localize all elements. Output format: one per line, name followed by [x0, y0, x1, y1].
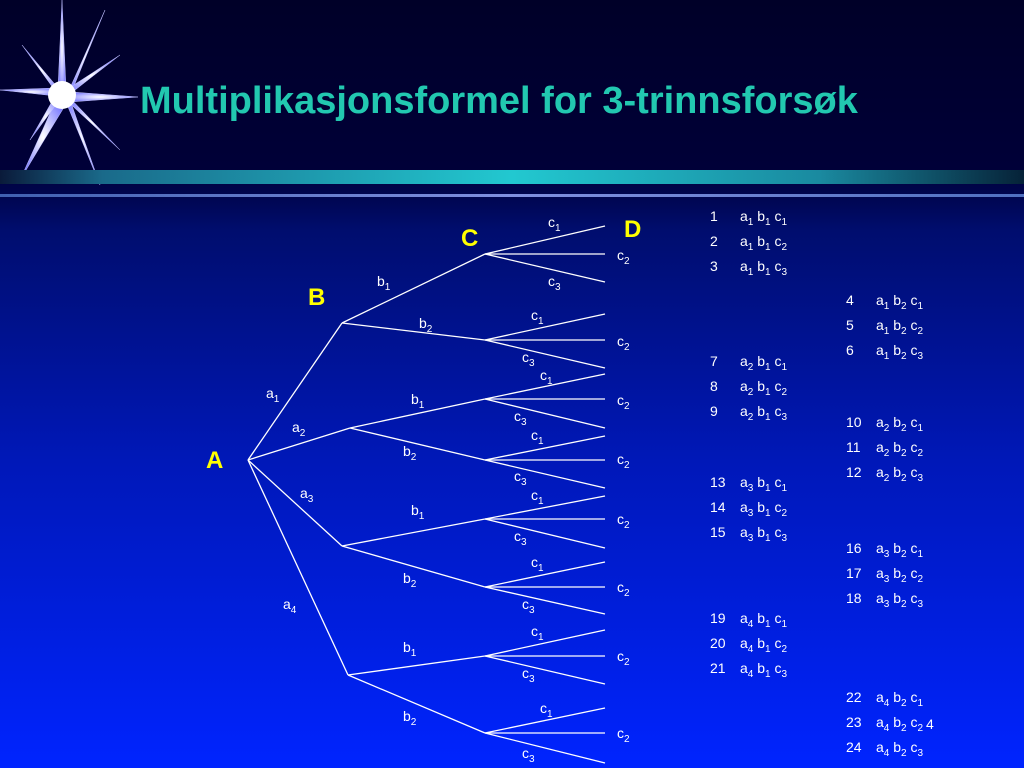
- outcome-number: 21: [710, 660, 726, 676]
- outcome-sequence: $a_2$ $b_1$ $c_2$: [740, 378, 788, 398]
- outcome-row-9: [710, 403, 787, 423]
- tree-edge-c3: [485, 733, 605, 763]
- edge-label-a1: $a_1$: [266, 385, 280, 405]
- outcome-sequence: $a_3$ $b_1$ $c_3$: [740, 524, 788, 544]
- edge-label-c2: $c_2$: [617, 511, 630, 531]
- outcome-sequence: $a_2$ $b_2$ $c_3$: [876, 464, 924, 484]
- outcome-sequence: $a_4$ $b_2$ $c_3$: [876, 739, 924, 759]
- outcome-row-2: [710, 233, 787, 253]
- outcome-number: 11: [846, 439, 861, 455]
- outcome-row-7: [710, 353, 787, 373]
- outcome-number: 19: [710, 610, 726, 626]
- tree-edge-a2-b2: [350, 428, 485, 460]
- outcome-number: 13: [710, 474, 726, 490]
- tree-edge-c1: [485, 436, 605, 460]
- outcome-sequence: $a_1$ $b_2$ $c_1$: [876, 292, 924, 312]
- tree-edge-c1: [485, 226, 605, 254]
- outcome-number: 8: [710, 378, 718, 394]
- edge-label-c2: $c_2$: [617, 579, 630, 599]
- edge-label-b2: $b_2$: [403, 570, 417, 590]
- outcome-row-17: [846, 565, 923, 585]
- edge-label-c3: $c_3$: [522, 745, 535, 765]
- edge-label-c1: $c_1$: [531, 307, 544, 327]
- tree-edge-a3: [248, 460, 342, 546]
- outcome-sequence: $a_2$ $b_1$ $c_1$: [740, 353, 788, 373]
- outcome-number: 10: [846, 414, 862, 430]
- edge-label-c1: $c_1$: [531, 487, 544, 507]
- tree-edge-c3: [485, 340, 605, 368]
- tree-edge-c3: [485, 656, 605, 684]
- outcome-number: 1: [710, 208, 718, 224]
- page-number: 4: [926, 716, 934, 732]
- tree-edge-a1: [248, 323, 342, 460]
- edge-label-a3: $a_3$: [300, 485, 314, 505]
- node-label-b: B: [308, 284, 326, 311]
- outcome-number: 5: [846, 317, 854, 333]
- outcome-row-21: [710, 660, 787, 680]
- outcome-sequence: $a_1$ $b_2$ $c_2$: [876, 317, 924, 337]
- edge-label-c1: $c_1$: [531, 554, 544, 574]
- outcome-sequence: $a_4$ $b_1$ $c_3$: [740, 660, 788, 680]
- edge-label-b2: $b_2$: [403, 708, 417, 728]
- outcome-number: 22: [846, 689, 862, 705]
- outcome-number: 16: [846, 540, 862, 556]
- outcome-sequence: $a_4$ $b_2$ $c_2$: [876, 714, 924, 734]
- tree-edge-c3: [485, 519, 605, 548]
- tree-edge-c3: [485, 254, 605, 282]
- edge-label-b2: $b_2$: [403, 443, 417, 463]
- node-label-d: D: [624, 216, 642, 243]
- outcome-number: 17: [846, 565, 862, 581]
- edge-label-b1: $b_1$: [403, 639, 417, 659]
- tree-edge-a4: [248, 460, 348, 675]
- outcome-row-23: [846, 714, 923, 734]
- outcome-sequence: $a_1$ $b_2$ $c_3$: [876, 342, 924, 362]
- outcome-sequence: $a_3$ $b_2$ $c_1$: [876, 540, 924, 560]
- edge-label-b1: $b_1$: [411, 391, 425, 411]
- tree-edge-c3: [485, 460, 605, 488]
- edge-label-c3: $c_3$: [514, 468, 527, 488]
- outcome-sequence: $a_4$ $b_1$ $c_1$: [740, 610, 788, 630]
- outcome-row-18: [846, 590, 923, 610]
- outcome-number: 18: [846, 590, 862, 606]
- outcome-number: 4: [846, 292, 854, 308]
- outcome-number: 6: [846, 342, 854, 358]
- edge-label-b1: $b_1$: [377, 273, 391, 293]
- outcome-sequence: $a_3$ $b_2$ $c_2$: [876, 565, 924, 585]
- edge-label-b2: $b_2$: [419, 315, 433, 335]
- tree-edge-c1: [485, 496, 605, 519]
- edge-label-c1: $c_1$: [540, 700, 553, 720]
- outcome-row-1: [710, 208, 787, 228]
- outcome-row-20: [710, 635, 787, 655]
- outcome-row-19: [710, 610, 787, 630]
- outcome-number: 20: [710, 635, 726, 651]
- edge-label-c3: $c_3$: [522, 349, 535, 369]
- outcome-number: 7: [710, 353, 718, 369]
- edge-label-c2: $c_2$: [617, 392, 630, 412]
- outcome-row-24: [846, 739, 923, 759]
- outcome-sequence: $a_1$ $b_1$ $c_1$: [740, 208, 788, 228]
- outcome-row-3: [710, 258, 787, 278]
- edge-label-c1: $c_1$: [540, 367, 553, 387]
- outcome-sequence: $a_4$ $b_1$ $c_2$: [740, 635, 788, 655]
- outcome-row-8: [710, 378, 787, 398]
- outcome-number: 9: [710, 403, 718, 419]
- outcome-row-22: [846, 689, 923, 709]
- tree-edge-c3: [485, 399, 605, 428]
- edge-label-c3: $c_3$: [548, 273, 561, 293]
- outcome-number: 3: [710, 258, 718, 274]
- outcome-row-10: [846, 414, 923, 434]
- outcome-row-11: [846, 439, 923, 459]
- tree-edge-a3-b1: [342, 519, 485, 546]
- edge-label-a2: $a_2$: [292, 419, 306, 439]
- slide-title: Multiplikasjonsformel for 3-trinnsforsøk: [140, 80, 858, 122]
- edge-label-c2: $c_2$: [617, 451, 630, 471]
- outcome-number: 24: [846, 739, 862, 755]
- tree-edge-a4-b2: [348, 675, 485, 733]
- outcome-sequence: $a_2$ $b_2$ $c_2$: [876, 439, 924, 459]
- edge-label-c3: $c_3$: [514, 408, 527, 428]
- outcome-row-6: [846, 342, 923, 362]
- outcome-row-4: [846, 292, 923, 312]
- outcome-number: 2: [710, 233, 718, 249]
- tree-edge-a4-b1: [348, 656, 485, 675]
- outcome-sequence: $a_4$ $b_2$ $c_1$: [876, 689, 924, 709]
- edge-label-c2: $c_2$: [617, 333, 630, 353]
- outcome-row-16: [846, 540, 923, 560]
- edge-label-c3: $c_3$: [522, 665, 535, 685]
- outcome-sequence: $a_1$ $b_1$ $c_3$: [740, 258, 788, 278]
- edge-label-c2: $c_2$: [617, 725, 630, 745]
- outcome-number: 12: [846, 464, 862, 480]
- edge-label-c2: $c_2$: [617, 648, 630, 668]
- outcome-row-5: [846, 317, 923, 337]
- tree-edge-a1-b1: [342, 254, 485, 323]
- edge-label-c3: $c_3$: [522, 596, 535, 616]
- outcome-sequence: $a_1$ $b_1$ $c_2$: [740, 233, 788, 253]
- edge-label-c1: $c_1$: [548, 214, 561, 234]
- outcome-sequence: $a_3$ $b_1$ $c_2$: [740, 499, 788, 519]
- tree-edge-c3: [485, 587, 605, 614]
- outcome-number: 23: [846, 714, 862, 730]
- node-label-a: A: [206, 447, 224, 474]
- tree-edge-a1-b2: [342, 323, 485, 340]
- tree-edge-c1: [485, 314, 605, 340]
- outcome-row-13: [710, 474, 787, 494]
- edge-label-c1: $c_1$: [531, 427, 544, 447]
- outcome-row-12: [846, 464, 923, 484]
- tree-edge-c1: [485, 630, 605, 656]
- outcome-sequence: $a_3$ $b_1$ $c_1$: [740, 474, 788, 494]
- edge-label-c3: $c_3$: [514, 528, 527, 548]
- node-label-c: C: [461, 225, 479, 252]
- edge-label-a4: $a_4$: [283, 596, 297, 616]
- edge-label-b1: $b_1$: [411, 502, 425, 522]
- edge-label-c2: $c_2$: [617, 247, 630, 267]
- tree-edge-c1: [485, 562, 605, 587]
- outcome-sequence: $a_3$ $b_2$ $c_3$: [876, 590, 924, 610]
- outcome-row-14: [710, 499, 787, 519]
- outcome-sequence: $a_2$ $b_2$ $c_1$: [876, 414, 924, 434]
- outcome-row-15: [710, 524, 787, 544]
- outcome-number: 15: [710, 524, 726, 540]
- outcome-sequence: $a_2$ $b_1$ $c_3$: [740, 403, 788, 423]
- edge-label-c1: $c_1$: [531, 623, 544, 643]
- outcome-number: 14: [710, 499, 726, 515]
